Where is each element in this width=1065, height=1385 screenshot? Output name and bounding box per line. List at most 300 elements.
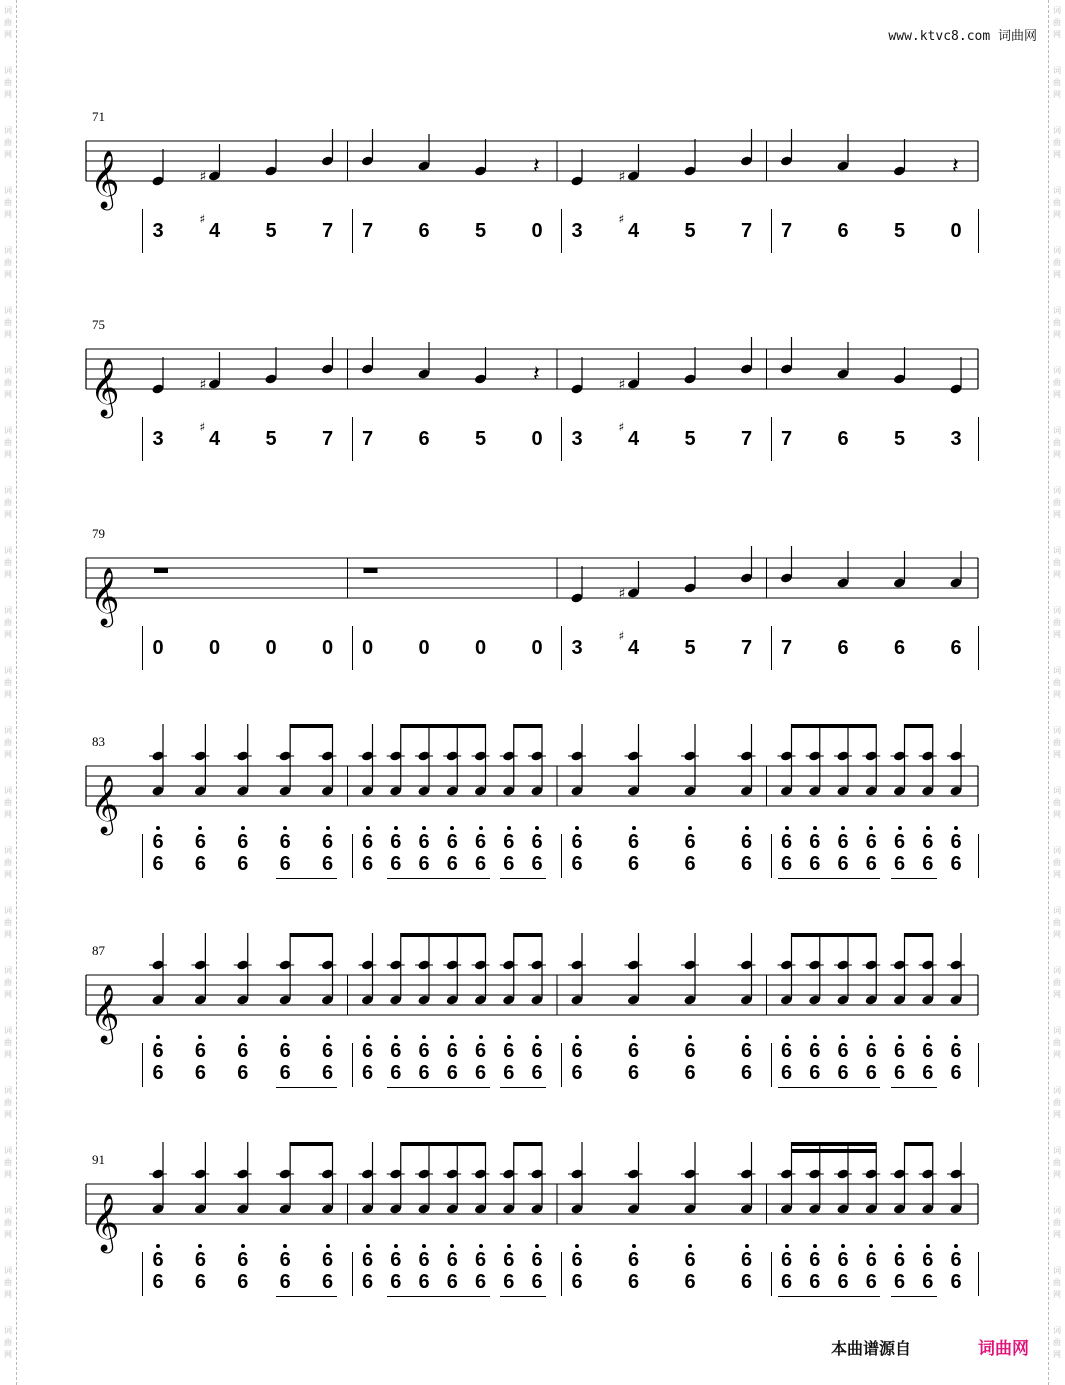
jianpu-number-lower: 6 <box>950 853 962 875</box>
score-system <box>0 109 1065 320</box>
jianpu-number-lower: 6 <box>780 1062 793 1084</box>
jianpu-number-lower: 6 <box>809 1271 821 1293</box>
jianpu-sharp-icon: ♯ <box>618 420 625 434</box>
jianpu-number-upper: 6 <box>780 1249 793 1271</box>
jianpu-number-upper: 6 <box>893 1040 906 1062</box>
beam <box>792 1142 877 1146</box>
jianpu-number: 6 <box>893 637 906 659</box>
bar-number: 87 <box>92 943 105 958</box>
jianpu-number: 0 <box>152 637 164 659</box>
beam <box>514 724 542 728</box>
watermark-glyph: 曲 <box>4 138 12 147</box>
jianpu-barline <box>561 417 562 461</box>
jianpu-number-upper: 6 <box>279 831 291 853</box>
watermark-glyph: 词 <box>4 906 12 915</box>
watermark-glyph: 词 <box>1053 126 1061 135</box>
jianpu-number-lower: 6 <box>780 853 793 875</box>
watermark-glyph: 网 <box>1053 90 1061 99</box>
watermark-glyph: 曲 <box>4 678 12 687</box>
jianpu-number-upper: 6 <box>780 831 793 853</box>
jianpu-barline <box>142 209 143 253</box>
beam <box>792 724 877 728</box>
jianpu-number-upper: 6 <box>321 1249 334 1271</box>
jianpu-number: 5 <box>893 428 906 450</box>
jianpu-number-upper: 6 <box>740 831 753 853</box>
jianpu-number: 5 <box>265 428 277 450</box>
jianpu-number-lower: 6 <box>321 853 334 875</box>
jianpu-number-upper: 6 <box>446 831 458 853</box>
watermark-glyph: 曲 <box>1053 978 1061 987</box>
jianpu-number-upper: 6 <box>361 1040 374 1062</box>
jianpu-number-lower: 6 <box>390 1062 402 1084</box>
watermark-glyph: 词 <box>1053 906 1061 915</box>
jianpu-number-lower: 6 <box>865 1271 877 1293</box>
sharp-accidental: ♯ <box>199 377 207 393</box>
watermark-glyph: 网 <box>4 90 12 99</box>
watermark-glyph: 网 <box>4 750 12 759</box>
watermark-glyph: 词 <box>4 966 12 975</box>
jianpu-number: 3 <box>152 220 164 242</box>
watermark-glyph: 词 <box>4 1206 12 1215</box>
watermark-glyph: 网 <box>4 390 12 399</box>
jianpu-high-dot <box>813 826 817 830</box>
site-url[interactable]: www.ktvc8.com 词曲网 <box>888 29 1037 44</box>
jianpu-barline <box>978 834 979 878</box>
watermark-glyph: 曲 <box>4 558 12 567</box>
jianpu-underline <box>276 1296 336 1297</box>
jianpu-number-upper: 6 <box>837 1040 849 1062</box>
jianpu-number: 4 <box>627 637 640 659</box>
jianpu-high-dot <box>479 1244 483 1248</box>
jianpu-number-upper: 6 <box>893 1249 906 1271</box>
watermark-glyph: 曲 <box>4 18 12 27</box>
beam <box>792 1149 877 1153</box>
watermark-glyph: 网 <box>1053 450 1061 459</box>
watermark-glyph: 网 <box>4 810 12 819</box>
jianpu-number-lower: 6 <box>780 1271 793 1293</box>
jianpu-underline <box>778 1296 881 1297</box>
watermark-glyph: 词 <box>4 306 12 315</box>
jianpu-high-dot <box>785 1035 789 1039</box>
jianpu-number: 7 <box>780 637 793 659</box>
watermark-glyph: 曲 <box>1053 798 1061 807</box>
jianpu-number: 5 <box>893 220 906 242</box>
jianpu-number-lower: 6 <box>531 1271 543 1293</box>
watermark-glyph: 曲 <box>1053 858 1061 867</box>
watermark-glyph: 曲 <box>4 198 12 207</box>
jianpu-number-lower: 6 <box>627 853 640 875</box>
jianpu-number-upper: 6 <box>194 1249 206 1271</box>
jianpu-high-dot <box>326 826 330 830</box>
jianpu-underline <box>778 1087 881 1088</box>
jianpu-number: 7 <box>740 637 753 659</box>
watermark-glyph: 网 <box>1053 1170 1061 1179</box>
jianpu-number-upper: 6 <box>780 1040 793 1062</box>
jianpu-sharp-icon: ♯ <box>199 420 206 434</box>
jianpu-number-lower: 6 <box>809 1062 821 1084</box>
jianpu-high-dot <box>898 1035 902 1039</box>
watermark-glyph: 曲 <box>4 78 12 87</box>
beam <box>290 1142 332 1146</box>
jianpu-number-lower: 6 <box>893 853 906 875</box>
jianpu-number: 0 <box>531 428 543 450</box>
jianpu-number-upper: 6 <box>740 1249 753 1271</box>
watermark-glyph: 网 <box>1053 330 1061 339</box>
jianpu-number-upper: 6 <box>503 1040 515 1062</box>
watermark-glyph: 曲 <box>1053 318 1061 327</box>
jianpu-number: 5 <box>684 428 696 450</box>
jianpu-number: 0 <box>531 220 543 242</box>
jianpu-number: 3 <box>152 428 164 450</box>
jianpu-number-lower: 6 <box>950 1271 962 1293</box>
watermark-glyph: 词 <box>1053 1146 1061 1155</box>
jianpu-high-dot <box>898 826 902 830</box>
jianpu-barline <box>978 417 979 461</box>
jianpu-high-dot <box>507 1244 511 1248</box>
watermark-glyph: 词 <box>4 246 12 255</box>
watermark-glyph: 网 <box>4 450 12 459</box>
watermark-glyph: 曲 <box>1053 258 1061 267</box>
jianpu-barline <box>771 1252 772 1296</box>
watermark-glyph: 词 <box>1053 366 1061 375</box>
jianpu-barline <box>978 1252 979 1296</box>
jianpu-high-dot <box>575 1035 579 1039</box>
watermark-glyph: 曲 <box>1053 198 1061 207</box>
watermark-glyph: 词 <box>4 186 12 195</box>
watermark-glyph: 曲 <box>1053 498 1061 507</box>
jianpu-barline <box>352 1252 353 1296</box>
jianpu-number-upper: 6 <box>922 1040 934 1062</box>
watermark-glyph: 网 <box>1053 1230 1061 1239</box>
jianpu-number-upper: 6 <box>627 1040 640 1062</box>
jianpu-number-lower: 6 <box>922 1062 934 1084</box>
jianpu-high-dot <box>394 826 398 830</box>
jianpu-number: 7 <box>361 428 374 450</box>
jianpu-number-lower: 6 <box>361 1271 374 1293</box>
jianpu-high-dot <box>507 1035 511 1039</box>
watermark-glyph: 词 <box>4 1026 12 1035</box>
jianpu-number: 6 <box>950 637 962 659</box>
watermark-glyph: 词 <box>4 726 12 735</box>
watermark-glyph: 词 <box>1053 426 1061 435</box>
jianpu-number-lower: 6 <box>361 853 374 875</box>
watermark-glyph: 词 <box>1053 6 1061 15</box>
jianpu-high-dot <box>479 826 483 830</box>
jianpu-number: 3 <box>571 637 583 659</box>
watermark-glyph: 词 <box>1053 1026 1061 1035</box>
score-system <box>0 317 1065 528</box>
jianpu-number-lower: 6 <box>865 853 877 875</box>
watermark-glyph: 网 <box>4 570 12 579</box>
jianpu-number-lower: 6 <box>474 1062 487 1084</box>
jianpu-number-lower: 6 <box>893 1062 906 1084</box>
jianpu-number-lower: 6 <box>279 853 291 875</box>
watermark-glyph: 网 <box>1053 1050 1061 1059</box>
jianpu-barline <box>561 834 562 878</box>
jianpu-number-upper: 6 <box>684 831 696 853</box>
treble-clef-icon: 𝄞 <box>90 1193 120 1251</box>
jianpu-number-upper: 6 <box>279 1040 291 1062</box>
jianpu-number-lower: 6 <box>361 1062 374 1084</box>
watermark-glyph: 网 <box>1053 870 1061 879</box>
jianpu-number-lower: 6 <box>279 1271 291 1293</box>
watermark-glyph: 曲 <box>1053 1158 1061 1167</box>
watermark-glyph: 网 <box>4 150 12 159</box>
jianpu-high-dot <box>841 1035 845 1039</box>
jianpu-number-lower: 6 <box>503 853 515 875</box>
watermark-glyph: 曲 <box>4 258 12 267</box>
jianpu-underline <box>891 878 937 879</box>
watermark-glyph: 网 <box>1053 690 1061 699</box>
jianpu-number-upper: 6 <box>531 1040 543 1062</box>
score-system <box>0 526 1065 737</box>
jianpu-high-dot <box>422 826 426 830</box>
score-system <box>0 943 1065 1154</box>
jianpu-number: 0 <box>418 637 430 659</box>
jianpu-underline <box>387 1087 490 1088</box>
jianpu-number: 5 <box>474 220 487 242</box>
watermark-glyph: 词 <box>1053 1206 1061 1215</box>
watermark-glyph: 词 <box>4 846 12 855</box>
whole-rest <box>364 568 378 573</box>
jianpu-high-dot <box>954 1035 958 1039</box>
jianpu-high-dot <box>745 1035 749 1039</box>
watermark-glyph: 网 <box>4 690 12 699</box>
jianpu-high-dot <box>926 826 930 830</box>
jianpu-underline <box>778 878 881 879</box>
watermark-glyph: 网 <box>4 930 12 939</box>
watermark-glyph: 曲 <box>1053 918 1061 927</box>
score-system <box>0 1152 1065 1363</box>
jianpu-underline <box>387 878 490 879</box>
jianpu-high-dot <box>241 1035 245 1039</box>
watermark-glyph: 词 <box>4 126 12 135</box>
watermark-glyph: 词 <box>1053 486 1061 495</box>
watermark-glyph: 网 <box>1053 750 1061 759</box>
watermark-glyph: 网 <box>1053 510 1061 519</box>
jianpu-number-upper: 6 <box>865 1040 877 1062</box>
jianpu-number-lower: 6 <box>237 1271 249 1293</box>
jianpu-number: 3 <box>571 428 583 450</box>
quarter-rest: 𝄽 <box>533 362 540 387</box>
jianpu-high-dot <box>785 826 789 830</box>
jianpu-high-dot <box>156 826 160 830</box>
watermark-glyph: 词 <box>4 66 12 75</box>
watermark-glyph: 曲 <box>4 1278 12 1287</box>
jianpu-sharp-icon: ♯ <box>618 212 625 226</box>
jianpu-number-upper: 6 <box>740 1040 753 1062</box>
jianpu-number-upper: 6 <box>531 1249 543 1271</box>
watermark-glyph: 词 <box>1053 966 1061 975</box>
watermark-glyph: 网 <box>4 630 12 639</box>
jianpu-barline <box>771 417 772 461</box>
watermark-glyph: 网 <box>1053 1290 1061 1299</box>
jianpu-number-lower: 6 <box>152 1062 164 1084</box>
watermark-glyph: 网 <box>4 210 12 219</box>
jianpu-high-dot <box>813 1035 817 1039</box>
jianpu-number-upper: 6 <box>627 831 640 853</box>
jianpu-number: 5 <box>265 220 277 242</box>
jianpu-barline <box>978 209 979 253</box>
jianpu-number: 0 <box>531 637 543 659</box>
jianpu-number-lower: 6 <box>390 853 402 875</box>
jianpu-number-lower: 6 <box>684 1062 696 1084</box>
bar-number: 79 <box>92 526 105 541</box>
jianpu-number: 7 <box>361 220 374 242</box>
watermark-glyph: 网 <box>4 330 12 339</box>
jianpu-barline <box>978 1043 979 1087</box>
watermark-glyph: 曲 <box>4 1038 12 1047</box>
sharp-accidental: ♯ <box>199 169 207 185</box>
jianpu-high-dot <box>841 826 845 830</box>
sharp-accidental: ♯ <box>618 169 626 185</box>
watermark-glyph: 网 <box>4 510 12 519</box>
jianpu-high-dot <box>535 1035 539 1039</box>
jianpu-number-lower: 6 <box>390 1271 402 1293</box>
jianpu-number-lower: 6 <box>194 1062 206 1084</box>
jianpu-number-upper: 6 <box>922 831 934 853</box>
jianpu-number-upper: 6 <box>321 831 334 853</box>
jianpu-number-lower: 6 <box>237 1062 249 1084</box>
watermark-glyph: 词 <box>4 606 12 615</box>
jianpu-number-lower: 6 <box>950 1062 962 1084</box>
watermark-glyph: 曲 <box>4 918 12 927</box>
watermark-glyph: 网 <box>4 1350 12 1359</box>
sharp-accidental: ♯ <box>618 586 626 602</box>
watermark-glyph: 网 <box>1053 630 1061 639</box>
jianpu-number-upper: 6 <box>194 1040 206 1062</box>
beam <box>792 933 877 937</box>
beam <box>401 933 486 937</box>
watermark-glyph: 网 <box>4 1230 12 1239</box>
watermark-glyph: 词 <box>4 666 12 675</box>
jianpu-underline <box>500 878 546 879</box>
jianpu-barline <box>561 1252 562 1296</box>
watermark-glyph: 词 <box>4 426 12 435</box>
jianpu-number-lower: 6 <box>571 1062 583 1084</box>
jianpu-number-upper: 6 <box>390 831 402 853</box>
jianpu-number-upper: 6 <box>279 1249 291 1271</box>
jianpu-number: 4 <box>208 220 221 242</box>
watermark-glyph: 网 <box>4 1050 12 1059</box>
watermark-glyph: 曲 <box>4 858 12 867</box>
jianpu-high-dot <box>745 826 749 830</box>
jianpu-number-upper: 6 <box>446 1040 458 1062</box>
quarter-rest: 𝄽 <box>952 154 959 179</box>
watermark-glyph: 曲 <box>4 438 12 447</box>
watermark-glyph: 词 <box>4 1086 12 1095</box>
treble-clef-icon: 𝄞 <box>90 775 120 833</box>
jianpu-number: 6 <box>837 428 849 450</box>
jianpu-number-upper: 6 <box>152 1249 164 1271</box>
jianpu-barline <box>352 1043 353 1087</box>
jianpu-high-dot <box>575 1244 579 1248</box>
jianpu-number-upper: 6 <box>446 1249 458 1271</box>
jianpu-number: 0 <box>950 220 962 242</box>
jianpu-number-upper: 6 <box>865 1249 877 1271</box>
treble-clef-icon: 𝄞 <box>90 567 120 625</box>
jianpu-number-lower: 6 <box>531 853 543 875</box>
jianpu-number-lower: 6 <box>237 853 249 875</box>
jianpu-number-lower: 6 <box>571 1271 583 1293</box>
jianpu-barline <box>352 626 353 670</box>
watermark-glyph: 词 <box>4 1266 12 1275</box>
watermark-glyph: 网 <box>4 30 12 39</box>
watermark-glyph: 词 <box>1053 546 1061 555</box>
watermark-glyph: 词 <box>4 6 12 15</box>
treble-clef-icon: 𝄞 <box>90 150 120 208</box>
watermark-glyph: 曲 <box>4 978 12 987</box>
watermark-glyph: 网 <box>4 990 12 999</box>
jianpu-barline <box>978 626 979 670</box>
jianpu-high-dot <box>575 826 579 830</box>
footer-logo[interactable]: 词曲网 <box>978 1339 1029 1359</box>
jianpu-number-upper: 6 <box>418 1249 430 1271</box>
jianpu-barline <box>771 209 772 253</box>
jianpu-barline <box>352 417 353 461</box>
jianpu-number-upper: 6 <box>194 831 206 853</box>
jianpu-number: 6 <box>837 220 849 242</box>
jianpu-number-upper: 6 <box>684 1040 696 1062</box>
jianpu-number: 6 <box>418 220 430 242</box>
jianpu-number: 0 <box>265 637 277 659</box>
jianpu-number-lower: 6 <box>321 1271 334 1293</box>
jianpu-underline <box>276 878 336 879</box>
jianpu-barline <box>352 834 353 878</box>
watermark-glyph: 词 <box>1053 186 1061 195</box>
watermark-glyph: 词 <box>4 486 12 495</box>
jianpu-high-dot <box>241 1244 245 1248</box>
bar-number: 75 <box>92 317 105 332</box>
jianpu-sharp-icon: ♯ <box>199 212 206 226</box>
jianpu-high-dot <box>422 1244 426 1248</box>
watermark-glyph: 曲 <box>1053 1218 1061 1227</box>
jianpu-number-upper: 6 <box>922 1249 934 1271</box>
jianpu-high-dot <box>841 1244 845 1248</box>
watermark-glyph: 词 <box>1053 786 1061 795</box>
jianpu-number-lower: 6 <box>446 1062 458 1084</box>
jianpu-high-dot <box>156 1035 160 1039</box>
jianpu-number-upper: 6 <box>950 831 962 853</box>
jianpu-number-lower: 6 <box>152 1271 164 1293</box>
jianpu-high-dot <box>898 1244 902 1248</box>
jianpu-high-dot <box>688 1035 692 1039</box>
jianpu-high-dot <box>632 826 636 830</box>
jianpu-number-lower: 6 <box>627 1062 640 1084</box>
jianpu-number: 6 <box>418 428 430 450</box>
jianpu-high-dot <box>926 1035 930 1039</box>
watermark-glyph: 词 <box>4 546 12 555</box>
beam <box>905 933 933 937</box>
jianpu-number: 7 <box>321 428 334 450</box>
jianpu-number-upper: 6 <box>571 1040 583 1062</box>
jianpu-number-lower: 6 <box>152 853 164 875</box>
watermark-glyph: 曲 <box>1053 1338 1061 1347</box>
jianpu-number-upper: 6 <box>418 831 430 853</box>
jianpu-number-lower: 6 <box>684 853 696 875</box>
jianpu-underline <box>891 1087 937 1088</box>
jianpu-barline <box>142 1252 143 1296</box>
jianpu-number-upper: 6 <box>152 831 164 853</box>
watermark-glyph: 曲 <box>1053 618 1061 627</box>
watermark-glyph: 曲 <box>4 798 12 807</box>
jianpu-number-upper: 6 <box>809 1249 821 1271</box>
jianpu-number-lower: 6 <box>531 1062 543 1084</box>
beam <box>905 1142 933 1146</box>
beam <box>514 933 542 937</box>
watermark-glyph: 曲 <box>1053 1098 1061 1107</box>
jianpu-number-upper: 6 <box>571 1249 583 1271</box>
